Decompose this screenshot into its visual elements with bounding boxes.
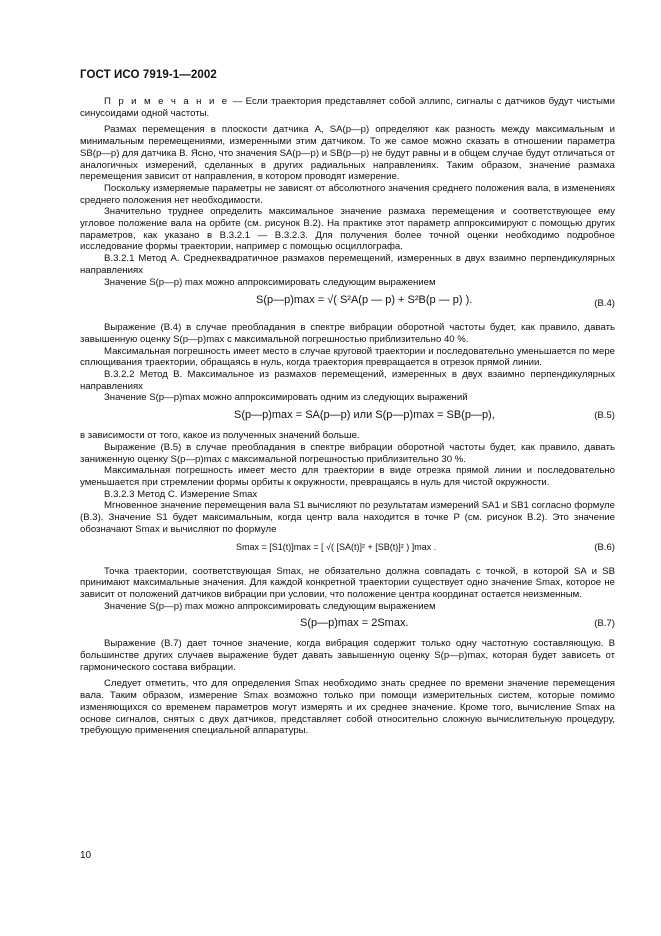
paragraph: Значение S(p—p)max можно аппроксимировать одним из следующих выражений [104, 392, 468, 404]
paragraph: Максимальная погрешность имеет место в случае круговой траектории и последовательно уменьшается по мере сплющивания траектории, обращаясь в нуль, когда траектория превращается в отрезок прямой линии. [80, 345, 615, 369]
formula-b4 [80, 288, 615, 322]
section-heading-b3-2-2: B.3.2.2 Метод B. Максимальное из размахов перемещений, измеренных в двух взаимно перпендикулярных направлениях [80, 369, 615, 392]
formula-b4-expression: S(p—p)max = √( S²A(p — p) + S²B(p — p) ). [256, 294, 473, 307]
paragraph: Размах перемещения в плоскости датчика A, SA(p—p) определяют как разность между максимальным и минимальным перемещениями, измеренными этим датчиком. То же самое можно сказать в отношении параметра SB(p—p) для датчика B. Ясно, что значения SA(p—p) и SB(p—p) не будут равны и в общем случае будут отличаться от аналогичных измерений, сделанных в других радиальных направлениях. Таким образом, значение размаха перемещения зависит от направления, в котором проводят измерение. [80, 124, 615, 183]
formula-b5-number: (B.5) [594, 410, 615, 422]
paragraph: в зависимости от того, какое из полученных значений больше. [80, 430, 360, 442]
formula-b6-number: (B.6) [594, 541, 615, 553]
note-label: П р и м е ч а н и е [104, 96, 230, 107]
formula-b4-number: (B.4) [594, 298, 615, 310]
paragraph: Выражение (B.4) в случае преобладания в спектре вибрации оборотной частоты будет, как правило, давать завышенную оценку S(p—p)max с максимальной погрешностью приблизительно 40 %. [80, 322, 615, 345]
document-header: ГОСТ ИСО 7919-1—2002 [80, 69, 217, 81]
paragraph: Мгновенное значение перемещения вала S1 вычисляют по результатам измерений SA1 и SB1 согласно формуле (B.3). Значение S1 будет максимальным, когда центр вала находится в точке P (см. рисунок B.2). Это значение обозначают Smax и вычисляют по формуле [80, 500, 615, 535]
paragraph: Значение S(p—p) max можно аппроксимировать следующим выражением [104, 276, 436, 288]
paragraph: Значение S(p—p) max можно аппроксимировать следующим выражением [104, 600, 436, 612]
formula-b7-number: (B.7) [594, 618, 615, 630]
paragraph: Поскольку измеряемые параметры не зависят от абсолютного значения среднего положения вала, в изменениях среднего положения нет необходимости. [80, 182, 615, 206]
paragraph: Следует отметить, что для определения Smax необходимо знать среднее по времени значение перемещения вала. Таким образом, измерение Smax возможно только при помощи измерительных систем, которые помимо изменяющихся со временем параметров могут измерять и их среднее значение. Кроме того, вычисление Smax на основе сигналов, снятых с двух датчиков, представляет собой относительно сложную вычислительную процедуру, требующую применения специальной аппаратуры. [80, 678, 615, 737]
formula-b7-expression: S(p—p)max = 2Smax. [300, 617, 409, 630]
page-number: 10 [80, 850, 92, 861]
formula-b6-expression: Smax = [S1(t)]max = [ √( [SA(t)]² + [SB(t)]² ) ]max . [236, 541, 437, 552]
paragraph: Максимальная погрешность имеет место для траектории в виде отрезка прямой линии и последовательно уменьшается при стремлении формы орбиты к окружности, превращаясь в нуль для чистой окружности. [80, 465, 615, 488]
paragraph: Точка траектории, соответствующая Smax, не обязательно должна совпадать с точкой, в которой SA и SB принимают максимальные значения. Для каждой конкретной траектории существует одно значение Smax, которое не зависит от положений датчиков вибрации при условии, что положение центра координат остается неизменным. [80, 565, 615, 600]
paragraph: Выражение (B.7) дает точное значение, когда вибрация содержит только одну частотную составляющую. В большинстве других случаев выражение будет давать завышенную оценку S(p—p)max, которая будет зависеть от гармонического состава вибрации. [80, 638, 615, 673]
note-paragraph [80, 96, 615, 119]
paragraph: Значительно труднее определить максимальное значение размаха перемещения и соответствующее ему угловое положение вала на орбите (см. рисунок B.2). На практике этот параметр аппроксимируют с помощью других параметров, как указано в B.3.2.1 — B.3.2.3. Для получения более точной оценки необходимо подробное исследование формы траектории, например с помощью осциллографа. [80, 206, 615, 253]
formula-b5-expression: S(p—p)max = SA(p—p) или S(p—p)max = SB(p—p), [234, 409, 495, 422]
document-body [80, 96, 615, 737]
formula-b7 [80, 612, 615, 638]
section-heading-b3-2-3: B.3.2.3 Метод C. Измерение Smax [104, 488, 258, 500]
note-text: — Если траектория представляет собой эллипс, сигналы с датчиков будут чистыми синусоидами одной частоты. [80, 96, 615, 119]
paragraph: Выражение (B.5) в случае преобладания в спектре вибрации оборотной частоты будет, как правило, давать заниженную оценку S(p—p)max с максимальной погрешностью приблизительно 30 %. [80, 441, 615, 465]
section-heading-b3-2-1: B.3.2.1 Метод A. Среднеквадратичное размахов перемещений, измеренных в двух взаимно перпендикулярных направлениях [80, 253, 615, 276]
formula-b5 [80, 404, 615, 430]
formula-b6 [80, 536, 615, 566]
